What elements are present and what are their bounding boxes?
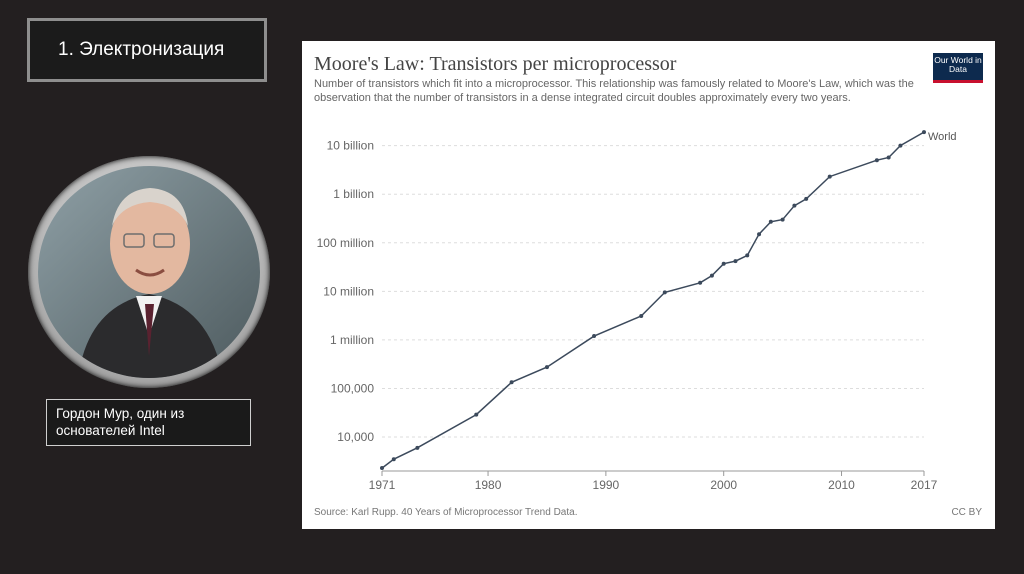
data-point [474,413,478,417]
data-point [804,197,808,201]
data-point [792,204,796,208]
x-tick-label: 1971 [368,478,396,492]
chart-panel [302,41,995,529]
data-point [898,144,902,148]
x-tick-label: 2017 [910,478,938,492]
y-tick-label: 10 million [323,284,374,299]
chart-source: Source: Karl Rupp. 40 Years of Microprocessor Trend Data. [314,507,578,518]
data-point [392,457,396,461]
data-point [745,253,749,257]
data-point [639,314,643,318]
data-point [510,380,514,384]
data-point [828,175,832,179]
y-tick-label: 100,000 [330,381,374,396]
data-point [887,155,891,159]
portrait-frame [28,156,270,388]
data-point [380,466,384,470]
chart-subtitle: Number of transistors which fit into a microprocessor. This relationship was famously related to Moore's Law, which was the observation that the number of transistors in a dense integrated circuit doubles approximately every two years. [314,78,914,104]
data-point [592,334,596,338]
data-point [875,158,879,162]
data-point [722,262,726,266]
data-point [698,281,702,285]
series-line [382,132,924,468]
chart-title: Moore's Law: Transistors per microprocessor [314,53,677,75]
y-tick-label: 10,000 [337,430,374,445]
data-point [415,446,419,450]
data-point [922,130,926,134]
y-tick-label: 1 billion [333,187,374,202]
data-point [757,232,761,236]
series-label: World [928,131,957,144]
y-tick-label: 10 billion [326,138,374,153]
portrait-photo [38,166,260,378]
data-point [781,218,785,222]
x-tick-label: 1990 [592,478,620,492]
data-point [769,220,773,224]
y-tick-label: 100 million [316,235,374,250]
moores-law-chart [302,41,995,529]
owid-logo: Our World in Data [933,53,983,83]
y-tick-label: 1 million [329,332,374,347]
data-point [710,274,714,278]
data-point [733,259,737,263]
chart-license: CC BY [951,507,982,518]
data-point [545,365,549,369]
x-tick-label: 2010 [828,478,855,492]
slide-heading: 1. Электронизация [27,18,267,82]
x-tick-label: 1980 [474,478,502,492]
x-tick-label: 2000 [710,478,738,492]
data-point [663,290,667,294]
portrait-caption: Гордон Мур, один из основателей Intel [46,399,251,446]
